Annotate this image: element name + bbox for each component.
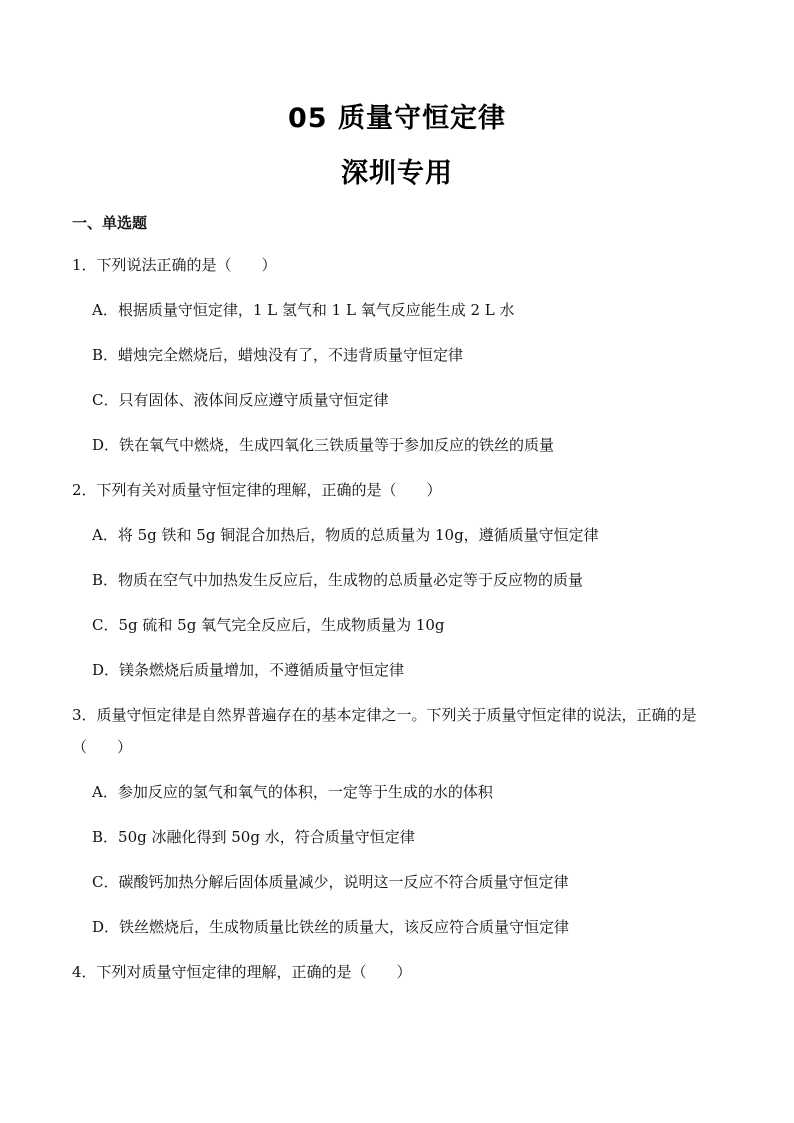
option-letter: C． <box>92 873 119 891</box>
option-c <box>92 384 728 416</box>
option-text: 碳酸钙加热分解后固体质量减少，说明这一反应不符合质量守恒定律 <box>118 873 569 891</box>
option-letter: D． <box>92 436 120 454</box>
question-3 <box>72 699 728 943</box>
question-stem <box>72 699 728 763</box>
option-letter: A． <box>92 783 118 801</box>
option-letter: C． <box>92 391 119 409</box>
question-number: 2． <box>72 481 97 499</box>
option-text: 50g 冰融化得到 50g 水，符合质量守恒定律 <box>118 828 415 846</box>
option-d <box>92 911 728 943</box>
option-letter: B． <box>92 346 119 364</box>
question-text: 下列对质量守恒定律的理解，正确的是（ ） <box>96 963 412 981</box>
option-text: 铁丝燃烧后，生成物质量比铁丝的质量大，该反应符合质量守恒定律 <box>119 918 570 936</box>
option-b <box>92 821 728 853</box>
option-a <box>92 776 728 808</box>
option-b <box>92 339 728 371</box>
option-letter: A． <box>92 301 118 319</box>
option-text: 参加反应的氢气和氧气的体积，一定等于生成的水的体积 <box>117 783 493 801</box>
question-stem <box>72 249 728 281</box>
question-stem <box>72 956 728 988</box>
question-stem <box>72 474 728 506</box>
option-a <box>92 519 728 551</box>
option-d <box>92 654 728 686</box>
option-letter: B． <box>92 571 119 589</box>
option-a <box>92 294 728 326</box>
option-text: 镁条燃烧后质量增加，不遵循质量守恒定律 <box>119 661 405 679</box>
question-4 <box>72 956 728 988</box>
option-text: 将 5g 铁和 5g 铜混合加热后，物质的总质量为 10g，遵循质量守恒定律 <box>117 526 599 544</box>
option-text: 根据质量守恒定律，1 L 氢气和 1 L 氧气反应能生成 2 L 水 <box>117 301 515 319</box>
document-title: 05 质量守恒定律 <box>288 103 506 134</box>
option-c <box>92 609 728 641</box>
option-text: 物质在空气中加热发生反应后，生成物的总质量必定等于反应物的质量 <box>118 571 584 589</box>
option-text: 5g 硫和 5g 氧气完全反应后，生成物质量为 10g <box>118 616 445 634</box>
option-text: 蜡烛完全燃烧后，蜡烛没有了，不违背质量守恒定律 <box>118 346 464 364</box>
option-text: 铁在氧气中燃烧，生成四氧化三铁质量等于参加反应的铁丝的质量 <box>119 436 555 454</box>
option-d <box>92 429 728 461</box>
option-letter: C． <box>92 616 119 634</box>
option-letter: A． <box>92 526 118 544</box>
section-heading: 一、单选题 <box>72 214 148 232</box>
option-text: 只有固体、液体间反应遵守质量守恒定律 <box>118 391 389 409</box>
option-letter: B． <box>92 828 119 846</box>
question-text: 下列说法正确的是（ ） <box>96 256 277 274</box>
question-1 <box>72 249 728 461</box>
option-b <box>92 564 728 596</box>
question-text: 质量守恒定律是自然界普遍存在的基本定律之一。下列关于质量守恒定律的说法，正确的是（ ） <box>72 706 697 756</box>
question-number: 3． <box>72 706 97 724</box>
question-list <box>72 249 728 1001</box>
option-letter: D． <box>92 661 120 679</box>
question-number: 1． <box>72 256 97 274</box>
document-subtitle: 深圳专用 <box>341 158 453 189</box>
option-letter: D． <box>92 918 120 936</box>
question-text: 下列有关对质量守恒定律的理解，正确的是（ ） <box>96 481 442 499</box>
option-c <box>92 866 728 898</box>
question-2 <box>72 474 728 686</box>
question-number: 4． <box>72 963 97 981</box>
